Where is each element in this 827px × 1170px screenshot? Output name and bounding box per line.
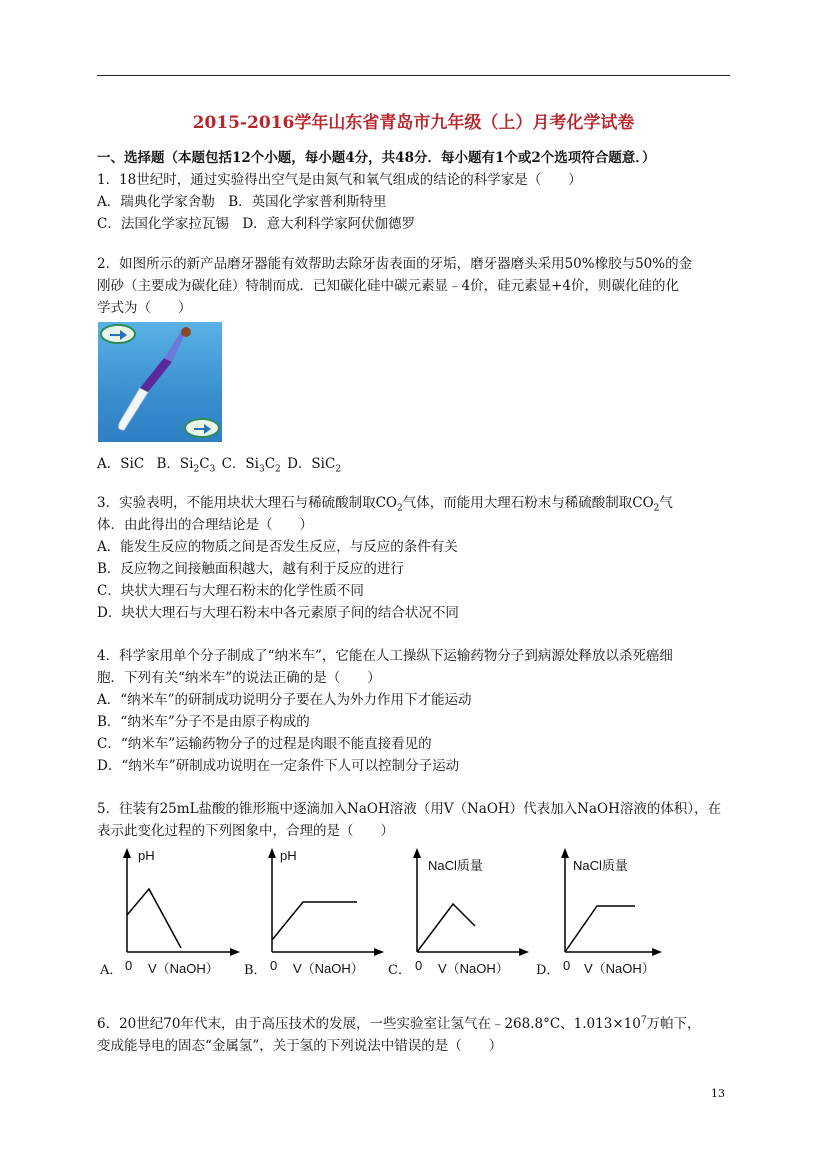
- q5-graph-d: [533, 842, 683, 977]
- q3-line1-c: 气: [659, 495, 673, 511]
- graph-d-ylabel: NaCl质量: [573, 858, 628, 873]
- graph-a-letter: A．: [100, 963, 123, 978]
- q2-option-b: B．Si: [156, 456, 194, 472]
- q1-stem: 1．18世纪时，通过实验得出空气是由氮气和氧气组成的结论的科学家是（ ）: [97, 172, 582, 188]
- graph-d-xlabel: V（NaOH）: [584, 961, 655, 976]
- q4-line2: 胞．下列有关“纳米车”的说法正确的是（ ）: [97, 670, 381, 686]
- graph-a-svg: [96, 842, 246, 977]
- q2-option-c-c: C: [264, 456, 276, 472]
- q6-line1-a: 6．20世纪70年代末，由于高压技术的发展，一些实验室让氢气在﹣268.8°C、1.013×10: [97, 1016, 641, 1032]
- graph-b-ylabel: pH: [280, 848, 297, 863]
- q6-line1-b: 万帕下，: [646, 1016, 701, 1032]
- q2-option-d-sub: 2: [335, 464, 342, 475]
- q4-option-b: B．“纳米车”分子不是由原子构成的: [97, 714, 310, 730]
- graph-c-ylabel: NaCl质量: [428, 858, 483, 873]
- graph-a-ylabel: pH: [138, 848, 155, 863]
- graph-d-letter: D．: [536, 963, 560, 978]
- q2-line3: 学式为（ ）: [97, 300, 192, 316]
- q5-graph-a: [96, 842, 246, 977]
- q2-option-d: D．SiC: [287, 456, 336, 472]
- graph-b-svg: [240, 842, 390, 977]
- q2-line1: 2．如图所示的新产品磨牙器能有效帮助去除牙齿表面的牙垢，磨牙器磨头采用50%橡胶与50%的金: [97, 256, 693, 272]
- q3-line1-a: 3．实验表明，不能用块状大理石与稀硫酸制取CO: [97, 495, 397, 511]
- q4-line1: 4．科学家用单个分子制成了“纳米车”，它能在人工操纵下运输药物分子到病源处释放以杀死癌细: [97, 648, 673, 664]
- q5-graph-c: [385, 842, 535, 977]
- graph-c-origin: 0: [415, 958, 423, 973]
- tooth-grinder-illustration: [98, 322, 222, 442]
- q3-option-c: C．块状大理石与大理石粉末的化学性质不同: [97, 583, 364, 599]
- q2-options: [97, 452, 341, 475]
- q3-line2: 体．由此得出的合理结论是（ ）: [97, 517, 313, 533]
- q3-sub1: 2: [397, 503, 403, 514]
- q2-option-b-c: C: [199, 456, 210, 472]
- q2-option-c-sub2: 2: [275, 464, 281, 475]
- q3-line1: [97, 491, 673, 514]
- section-heading: 一、选择题（本题包括12个小题，每小题4分，共48分．每小题有1个或2个选项符合题意．）: [97, 150, 656, 166]
- q3-option-b: B．反应物之间接触面积越大，越有利于反应的进行: [97, 561, 404, 577]
- graph-c-xlabel: V（NaOH）: [438, 961, 509, 976]
- graph-d-origin: 0: [563, 958, 571, 973]
- graph-a-xlabel: V（NaOH）: [148, 961, 219, 976]
- q3-line1-b: 气体，而能用大理石粉末与稀硫酸制取CO: [402, 495, 654, 511]
- q2-option-b-sub: 2: [193, 464, 200, 475]
- q2-option-a: A．SiC: [97, 456, 145, 472]
- graph-b-origin: 0: [270, 958, 278, 973]
- q4-option-c: C．“纳米车”运输药物分子的过程是肉眼不能直接看见的: [97, 736, 432, 752]
- q2-option-c: C．Si: [221, 456, 259, 472]
- graph-b-xlabel: V（NaOH）: [293, 961, 364, 976]
- q3-sub2: 2: [653, 503, 660, 514]
- q2-option-c-sub: 3: [258, 464, 265, 475]
- q2-line2: 刚砂（主要成为碳化硅）特制而成．已知碳化硅中碳元素显﹣4价，硅元素显+4价，则碳化硅的化: [97, 278, 679, 294]
- q2-option-b-sub2: 3: [209, 464, 216, 475]
- tooth-grinder-image: [98, 322, 222, 442]
- graph-c-letter: C．: [388, 963, 411, 978]
- q3-option-a: A．能发生反应的物质之间是否发生反应，与反应的条件有关: [97, 539, 458, 555]
- graph-b-letter: B．: [244, 963, 267, 978]
- graph-a-origin: 0: [125, 958, 133, 973]
- q4-option-a: A．“纳米车”的研制成功说明分子要在人为外力作用下才能运动: [97, 692, 472, 708]
- page-number: 13: [711, 1087, 725, 1100]
- q6-line1: [97, 1012, 701, 1032]
- header-rule: [97, 75, 730, 76]
- q5-line2: 表示此变化过程的下列图象中，合理的是（ ）: [97, 823, 394, 839]
- q4-option-d: D．“纳米车”研制成功说明在一定条件下人可以控制分子运动: [97, 758, 460, 774]
- q1-options-cd: C．法国化学家拉瓦锡 D．意大利科学家阿伏伽德罗: [97, 216, 416, 232]
- page-title: 2015-2016学年山东省青岛市九年级（上）月考化学试卷: [192, 113, 635, 133]
- q3-option-d: D．块状大理石与大理石粉末中各元素原子间的结合状况不同: [97, 605, 459, 621]
- q5-graph-b: [240, 842, 390, 977]
- q6-sup: 7: [640, 1015, 647, 1026]
- q6-line2: 变成能导电的固态“金属氢”，关于氢的下列说法中错误的是（ ）: [97, 1038, 503, 1054]
- q5-line1: 5．往装有25mL盐酸的锥形瓶中逐滴加入NaOH溶液（用V（NaOH）代表加入NaOH溶液的体积），在: [97, 801, 722, 817]
- q1-options-ab: A．瑞典化学家舍勒 B．英国化学家普利斯特里: [97, 194, 387, 210]
